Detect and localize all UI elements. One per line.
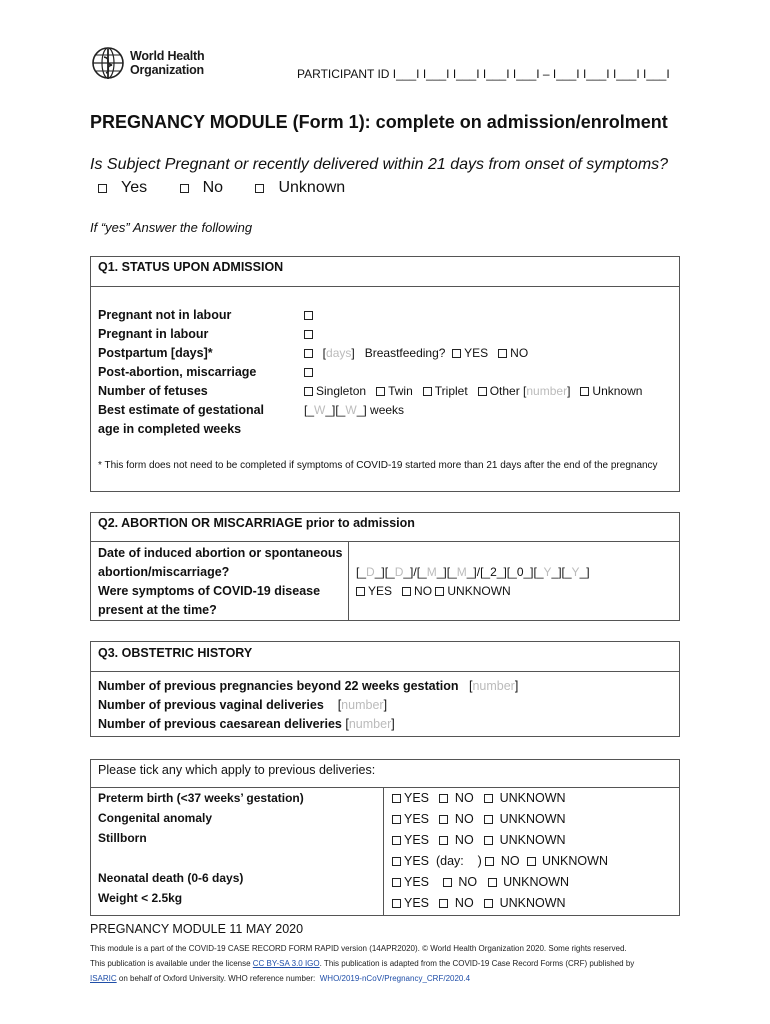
page-title: PREGNANCY MODULE (Form 1): complete on admission/enrolment bbox=[90, 112, 668, 132]
checkbox-congenital-unknown[interactable] bbox=[484, 815, 493, 824]
checkbox-pregnant-not-in-labour[interactable] bbox=[304, 311, 313, 320]
q1-header: Q1. STATUS UPON ADMISSION bbox=[98, 260, 284, 274]
day-label: (day: bbox=[435, 854, 464, 868]
checkbox-breastfeeding-no[interactable] bbox=[498, 349, 507, 358]
breastfeeding-label: Breastfeeding? bbox=[364, 346, 446, 360]
logo-line-1: World Health bbox=[130, 49, 205, 63]
checkbox-congenital-no[interactable] bbox=[439, 815, 448, 824]
pregnancy-question: Is Subject Pregnant or recently delivered within 21 days from onset of symptoms? bbox=[90, 156, 669, 173]
checkbox-post-abortion[interactable] bbox=[304, 368, 313, 377]
label-congenital-anomaly: Congenital anomaly bbox=[98, 811, 213, 825]
label-neonatal-death: Neonatal death (0-6 days) bbox=[98, 871, 244, 885]
option-unknown[interactable]: Unknown bbox=[255, 179, 359, 196]
checkbox-preterm-no[interactable] bbox=[439, 794, 448, 803]
weeks-label: weeks bbox=[370, 403, 405, 417]
q1-values: [days] Breastfeeding? YES NO Singleton Twin Triplet Other [number] Unknown [_W_][_W_] weeks bbox=[304, 306, 642, 420]
deliveries-labels bbox=[98, 788, 304, 908]
checkbox-preterm-unknown[interactable] bbox=[484, 794, 493, 803]
weeks-input-1[interactable]: W bbox=[314, 403, 326, 417]
singleton-label: Singleton bbox=[316, 384, 367, 398]
checkbox-stillborn-no[interactable] bbox=[439, 836, 448, 845]
previous-caesarean-input[interactable]: number bbox=[348, 717, 392, 731]
checkbox-neonatal-unknown[interactable] bbox=[488, 878, 497, 887]
breastfeeding-yes-label: YES bbox=[464, 346, 489, 360]
checkbox-neonatal-day-yes[interactable] bbox=[392, 857, 401, 866]
label-covid-symptoms: Were symptoms of COVID-19 disease present at the time? bbox=[98, 584, 321, 617]
q1-footnote: * This form does not need to be completed if symptoms of COVID-19 started more than 21 days after the end of the pregnancy bbox=[98, 460, 658, 471]
checkbox-pregnant-in-labour[interactable] bbox=[304, 330, 313, 339]
preterm-options: YES NO UNKNOWN bbox=[392, 788, 608, 809]
neonatal-day-options: YES (day: ) NO UNKNOWN bbox=[392, 851, 608, 872]
checkbox-weight-no[interactable] bbox=[439, 899, 448, 908]
days-input[interactable]: days bbox=[326, 346, 352, 360]
q1-divider bbox=[90, 286, 680, 287]
checkbox-stillborn-yes[interactable] bbox=[392, 836, 401, 845]
checkbox-preterm-yes[interactable] bbox=[392, 794, 401, 803]
symptoms-yes-label: YES bbox=[368, 584, 393, 598]
label-low-weight: Weight < 2.5kg bbox=[98, 891, 183, 905]
q2-labels bbox=[98, 544, 343, 620]
other-label: Other bbox=[489, 384, 520, 398]
previous-pregnancies-row: Number of previous pregnancies beyond 22 weeks gestation [number] bbox=[98, 679, 519, 693]
checkbox-icon[interactable] bbox=[255, 184, 264, 193]
checkbox-icon[interactable] bbox=[180, 184, 189, 193]
weight-options: YES NO UNKNOWN bbox=[392, 893, 608, 914]
who-reference: WHO/2019-nCoV/Pregnancy_CRF/2020.4 bbox=[319, 974, 471, 983]
label-post-abortion: Post-abortion, miscarriage bbox=[98, 365, 257, 379]
q2-divider bbox=[90, 541, 680, 542]
checkbox-symptoms-no[interactable] bbox=[402, 587, 411, 596]
deliveries-column-divider bbox=[383, 787, 384, 916]
checkbox-neonatal-yes[interactable] bbox=[392, 878, 401, 887]
label-preterm-birth: Preterm birth (<37 weeks’ gestation) bbox=[98, 791, 304, 805]
footer-module-date: PREGNANCY MODULE 11 MAY 2020 bbox=[90, 922, 304, 936]
previous-vaginal-row: Number of previous vaginal deliveries [number] bbox=[98, 698, 388, 712]
q3-divider bbox=[90, 671, 680, 672]
checkbox-symptoms-unknown[interactable] bbox=[435, 587, 444, 596]
label-pregnant-in-labour: Pregnant in labour bbox=[98, 327, 209, 341]
unknown-label: Unknown bbox=[592, 384, 643, 398]
abortion-date-input[interactable]: [_D_][_D_]/[_M_][_M_]/[_2_][_0_][_Y_][_Y_] bbox=[356, 565, 590, 579]
checkbox-icon[interactable] bbox=[98, 184, 107, 193]
pregnancy-answers bbox=[98, 179, 373, 197]
logo-line-2: Organization bbox=[130, 63, 204, 77]
weeks-input-2[interactable]: W bbox=[345, 403, 357, 417]
q2-values bbox=[356, 563, 590, 601]
checkbox-other[interactable] bbox=[478, 387, 487, 396]
checkbox-postpartum[interactable] bbox=[304, 349, 313, 358]
triplet-label: Triplet bbox=[434, 384, 468, 398]
symptoms-unknown-label: UNKNOWN bbox=[447, 584, 511, 598]
checkbox-singleton[interactable] bbox=[304, 387, 313, 396]
checkbox-weight-unknown[interactable] bbox=[484, 899, 493, 908]
checkbox-congenital-yes[interactable] bbox=[392, 815, 401, 824]
stillborn-options: YES NO UNKNOWN bbox=[392, 830, 608, 851]
previous-vaginal-input[interactable]: number bbox=[341, 698, 384, 712]
deliveries-header: Please tick any which apply to previous deliveries: bbox=[98, 763, 376, 777]
checkbox-twin[interactable] bbox=[376, 387, 385, 396]
previous-pregnancies-input[interactable]: number bbox=[472, 679, 515, 693]
checkbox-stillborn-unknown[interactable] bbox=[484, 836, 493, 845]
label-gestational-age: Best estimate of gestational age in completed weeks bbox=[98, 403, 265, 436]
option-no[interactable]: No bbox=[180, 179, 237, 196]
isaric-link[interactable]: ISARIC bbox=[90, 974, 117, 983]
checkbox-unknown[interactable] bbox=[580, 387, 589, 396]
label-stillborn: Stillborn bbox=[98, 831, 147, 845]
congenital-options: YES NO UNKNOWN bbox=[392, 809, 608, 830]
neonatal-options: YES NO UNKNOWN bbox=[392, 872, 608, 893]
checkbox-neonatal-day-no[interactable] bbox=[485, 857, 494, 866]
if-yes-instruction: If “yes” Answer the following bbox=[90, 220, 253, 235]
checkbox-weight-yes[interactable] bbox=[392, 899, 401, 908]
who-logo bbox=[90, 45, 210, 83]
q3-rows bbox=[98, 677, 518, 734]
footer-line-1: This module is a part of the COVID-19 CASE RECORD FORM RAPID version (14APR2020). © World Health Organization 2020. Some rights reserved. bbox=[90, 944, 627, 953]
q2-column-divider bbox=[348, 541, 349, 621]
q3-header: Q3. OBSTETRIC HISTORY bbox=[98, 646, 253, 660]
q2-header: Q2. ABORTION OR MISCARRIAGE prior to admission bbox=[98, 516, 415, 530]
license-link[interactable]: CC BY-SA 3.0 IGO bbox=[252, 959, 320, 968]
breastfeeding-no-label: NO bbox=[510, 346, 529, 360]
label-postpartum: Postpartum [days]* bbox=[98, 346, 213, 360]
checkbox-neonatal-no[interactable] bbox=[443, 878, 452, 887]
symptoms-no-label: NO bbox=[414, 584, 433, 598]
option-yes[interactable]: Yes bbox=[98, 179, 161, 196]
other-number-input[interactable]: number bbox=[526, 384, 568, 398]
twin-label: Twin bbox=[388, 384, 413, 398]
who-emblem-icon bbox=[90, 45, 126, 81]
checkbox-symptoms-yes[interactable] bbox=[356, 587, 365, 596]
checkbox-breastfeeding-yes[interactable] bbox=[452, 349, 461, 358]
previous-caesarean-row: Number of previous caesarean deliveries [number] bbox=[98, 717, 395, 731]
label-abortion-date: Date of induced abortion or spontaneous abortion/miscarriage? bbox=[98, 546, 343, 579]
label-number-of-fetuses: Number of fetuses bbox=[98, 384, 208, 398]
footer-text: This module is a part of the COVID-19 CASE RECORD FORM RAPID version (14APR2020). © World Health Organization 2020. Some rights reserved. This publication is available under the license CC BY-SA 3.0 IGO. This publication is adapted from the COVID-19 Case Record Forms (CRF) published by ISARIC on behalf of Oxford University. WHO reference number: WHO/2019-nCoV/Pregnancy_CRF/2020.4 bbox=[90, 941, 680, 986]
label-pregnant-not-in-labour: Pregnant not in labour bbox=[98, 308, 232, 322]
checkbox-triplet[interactable] bbox=[423, 387, 432, 396]
checkbox-neonatal-day-unknown[interactable] bbox=[527, 857, 536, 866]
participant-id-field[interactable]: PARTICIPANT ID I___I I___I I___I I___I I___I – I___I I___I I___I I___I bbox=[297, 67, 670, 81]
deliveries-values bbox=[392, 788, 608, 914]
q1-labels bbox=[98, 306, 288, 439]
